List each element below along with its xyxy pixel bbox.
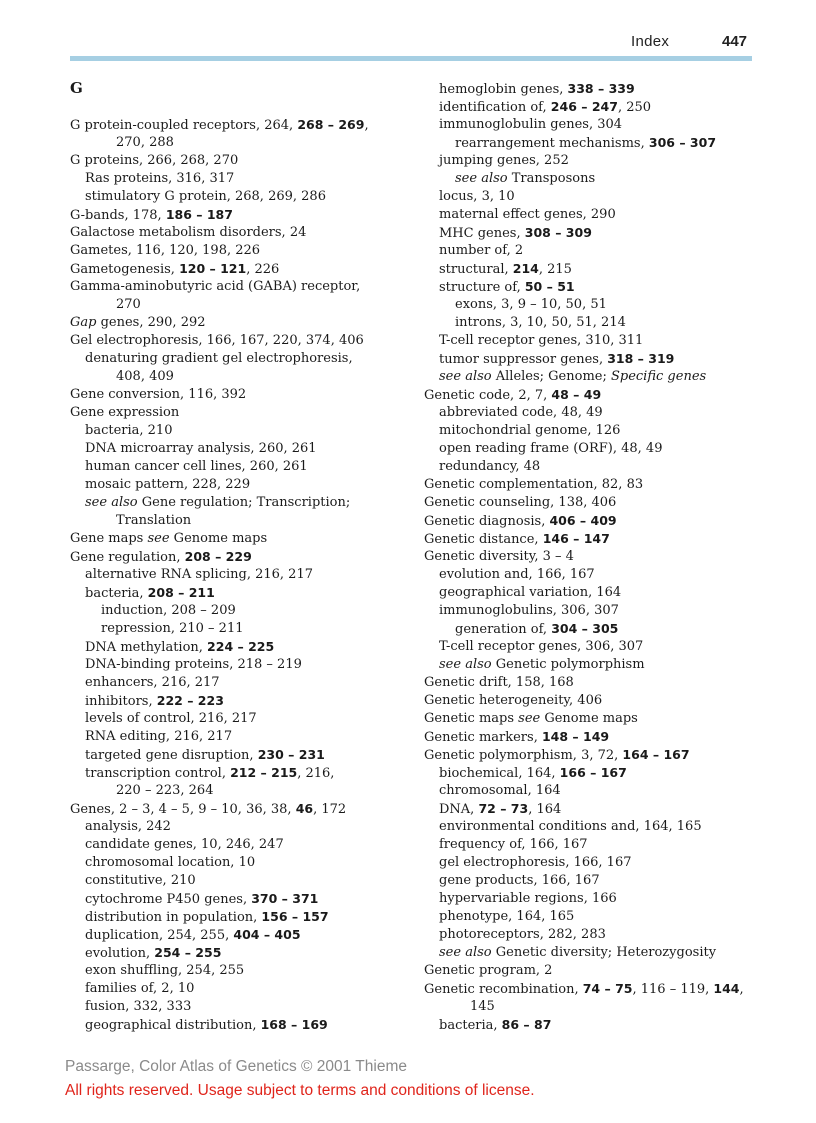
index-subentry	[424, 404, 764, 422]
index-subentry	[424, 944, 764, 962]
index-subentry	[70, 422, 410, 440]
entry-text: Gamma-aminobutyric acid (GABA) receptor,	[70, 279, 361, 294]
index-subentry	[424, 584, 764, 602]
entry-text: bacteria, 210	[85, 423, 173, 438]
index-subentry	[70, 458, 410, 476]
entry-text: gene products, 166, 167	[439, 873, 600, 888]
entry-text: Genetic polymorphism	[491, 657, 645, 672]
index-subentry	[70, 440, 410, 458]
italic-text: see also	[439, 369, 492, 384]
principal-page-ref: 208 – 229	[184, 549, 252, 564]
entry-text: phenotype, 164, 165	[439, 909, 575, 924]
index-subentry	[424, 638, 764, 656]
index-subentry	[70, 926, 410, 944]
index-entry	[424, 386, 764, 404]
index-entry	[70, 206, 410, 224]
index-entry	[70, 800, 410, 818]
index-subentry	[70, 944, 410, 962]
entry-text: photoreceptors, 282, 283	[439, 927, 606, 942]
principal-page-ref: 156 – 157	[261, 909, 329, 924]
index-column-right	[424, 80, 764, 1034]
entry-text: Gene maps	[70, 531, 148, 546]
entry-text: ,	[364, 118, 369, 133]
index-subentry	[70, 998, 410, 1016]
index-entry-continuation	[70, 782, 410, 800]
index-subentry	[424, 242, 764, 260]
principal-page-ref: 186 – 187	[165, 207, 233, 222]
entry-text: Ras proteins, 316, 317	[85, 171, 235, 186]
index-subentry	[424, 224, 764, 242]
entry-text: generation of,	[455, 622, 552, 637]
entry-text: Genetic program, 2	[424, 963, 553, 978]
entry-text: T-cell receptor genes, 306, 307	[439, 639, 644, 654]
principal-page-ref: 268 – 269	[297, 117, 365, 132]
index-subentry	[424, 314, 764, 332]
entry-text: immunoglobulins, 306, 307	[439, 603, 619, 618]
principal-page-ref: 148 – 149	[541, 729, 610, 744]
entry-text: DNA microarray analysis, 260, 261	[85, 441, 317, 456]
entry-text: hemoglobin genes,	[439, 82, 568, 97]
index-subentry	[70, 854, 410, 872]
entry-text: evolution,	[85, 946, 155, 961]
index-entry-continuation	[70, 134, 410, 152]
entry-text: Genetic maps	[424, 711, 519, 726]
entry-text: Genetic drift, 158, 168	[424, 675, 574, 690]
index-entry-continuation	[70, 368, 410, 386]
index-subentry	[424, 350, 764, 368]
entry-text: Alleles; Genome;	[491, 369, 611, 384]
entry-text: analysis, 242	[85, 819, 171, 834]
index-subentry	[424, 818, 764, 836]
entry-text: Gene regulation,	[70, 550, 185, 565]
principal-page-ref: 144	[713, 981, 740, 996]
italic-text: see also	[439, 657, 492, 672]
entry-text: identification of,	[439, 100, 551, 115]
entry-text: Gametogenesis,	[70, 262, 180, 277]
index-subentry	[70, 746, 410, 764]
entry-text: bacteria,	[439, 1018, 502, 1033]
index-subentry	[424, 872, 764, 890]
index-entry	[70, 116, 410, 134]
entry-text: 145	[470, 999, 495, 1014]
index-entry	[424, 692, 764, 710]
entry-text: number of, 2	[439, 243, 524, 258]
index-subentry	[70, 638, 410, 656]
header-rule	[70, 56, 752, 61]
entry-text: Genetic heterogeneity, 406	[424, 693, 603, 708]
entry-text: Translation	[116, 513, 192, 528]
index-subentry	[424, 422, 764, 440]
index-subentry	[424, 890, 764, 908]
index-subentry	[70, 962, 410, 980]
index-subentry	[70, 620, 410, 638]
entry-text: Genome maps	[169, 531, 268, 546]
entry-text: geographical distribution,	[85, 1018, 261, 1033]
principal-page-ref: 246 – 247	[550, 99, 618, 114]
index-subentry	[70, 692, 410, 710]
index-subentry	[70, 566, 410, 584]
principal-page-ref: 50 – 51	[524, 279, 575, 294]
entry-text: Gene expression	[70, 405, 180, 420]
principal-page-ref: 222 – 223	[156, 693, 224, 708]
index-subentry	[424, 1016, 764, 1034]
principal-page-ref: 338 – 339	[567, 81, 635, 96]
principal-page-ref: 164 – 167	[622, 747, 690, 762]
entry-text: Genetic diagnosis,	[424, 514, 550, 529]
principal-page-ref: 306 – 307	[648, 135, 717, 150]
index-entry	[70, 260, 410, 278]
footer-copyright: Passarge, Color Atlas of Genetics © 2001 Thieme	[65, 1058, 407, 1075]
index-subentry	[70, 728, 410, 746]
index-subentry	[424, 764, 764, 782]
entry-text: biochemical, 164,	[439, 766, 560, 781]
entry-text: chromosomal location, 10	[85, 855, 256, 870]
principal-page-ref: 404 – 405	[233, 927, 301, 942]
entry-text: Galactose metabolism disorders, 24	[70, 225, 307, 240]
principal-page-ref: 304 – 305	[551, 621, 619, 636]
entry-text: introns, 3, 10, 50, 51, 214	[455, 315, 626, 330]
entry-text: rearrangement mechanisms,	[455, 136, 649, 151]
entry-text: Gene conversion, 116, 392	[70, 387, 247, 402]
principal-page-ref: 318 – 319	[607, 351, 675, 366]
index-entry	[70, 314, 410, 332]
index-entry	[424, 746, 764, 764]
index-subentry	[424, 602, 764, 620]
index-subentry	[424, 260, 764, 278]
section-letter-heading: G	[70, 79, 83, 97]
index-subentry	[70, 188, 410, 206]
index-subentry	[424, 206, 764, 224]
index-entry	[70, 332, 410, 350]
index-subentry	[424, 440, 764, 458]
entry-text: T-cell receptor genes, 310, 311	[439, 333, 644, 348]
entry-text: induction, 208 – 209	[101, 603, 236, 618]
index-entry	[424, 548, 764, 566]
entry-text: Genetic diversity, 3 – 4	[424, 549, 574, 564]
index-subentry	[70, 890, 410, 908]
entry-text: denaturing gradient gel electrophoresis,	[85, 351, 353, 366]
index-subentry	[70, 170, 410, 188]
index-entry-continuation	[70, 296, 410, 314]
index-subentry	[424, 278, 764, 296]
entry-text: , 215	[538, 262, 572, 277]
index-entry	[424, 962, 764, 980]
entry-text: Genetic counseling, 138, 406	[424, 495, 617, 510]
running-head-section: Index	[631, 33, 670, 50]
entry-text: , 226	[246, 262, 280, 277]
index-entry	[70, 404, 410, 422]
entry-text: G proteins, 266, 268, 270	[70, 153, 239, 168]
entry-text: bacteria,	[85, 586, 148, 601]
entry-text: transcription control,	[85, 766, 231, 781]
principal-page-ref: 86 – 87	[501, 1017, 552, 1032]
entry-text: human cancer cell lines, 260, 261	[85, 459, 308, 474]
index-entry	[70, 152, 410, 170]
entry-text: 270	[116, 297, 141, 312]
italic-text: see	[147, 531, 170, 546]
index-entry-continuation	[70, 512, 410, 530]
entry-text: structural,	[439, 262, 513, 277]
entry-text: abbreviated code, 48, 49	[439, 405, 603, 420]
entry-text: DNA,	[439, 802, 479, 817]
principal-page-ref: 72 – 73	[478, 801, 529, 816]
index-subentry	[424, 908, 764, 926]
index-entry	[424, 710, 764, 728]
entry-text: exons, 3, 9 – 10, 50, 51	[455, 297, 607, 312]
entry-text: Genetic code, 2, 7,	[424, 388, 552, 403]
entry-text: alternative RNA splicing, 216, 217	[85, 567, 313, 582]
principal-page-ref: 406 – 409	[549, 513, 617, 528]
index-subentry	[424, 134, 764, 152]
italic-text: see also	[439, 945, 492, 960]
entry-text: frequency of, 166, 167	[439, 837, 588, 852]
principal-page-ref: 254 – 255	[154, 945, 222, 960]
entry-text: 408, 409	[116, 369, 174, 384]
index-subentry	[424, 620, 764, 638]
index-subentry	[70, 350, 410, 368]
entry-text: enhancers, 216, 217	[85, 675, 220, 690]
index-entry	[70, 242, 410, 260]
index-subentry	[70, 818, 410, 836]
italic-text: Specific genes	[610, 369, 707, 384]
index-subentry	[70, 710, 410, 728]
index-subentry	[424, 188, 764, 206]
principal-page-ref: 224 – 225	[207, 639, 275, 654]
index-subentry	[424, 800, 764, 818]
entry-text: genes, 290, 292	[96, 315, 206, 330]
index-subentry	[424, 656, 764, 674]
entry-text: mosaic pattern, 228, 229	[85, 477, 251, 492]
entry-text: 220 – 223, 264	[116, 783, 214, 798]
entry-text: exon shuffling, 254, 255	[85, 963, 245, 978]
index-subentry	[70, 908, 410, 926]
index-subentry	[70, 656, 410, 674]
index-entry	[70, 530, 410, 548]
index-entry	[424, 728, 764, 746]
index-subentry	[70, 980, 410, 998]
entry-text: Genetic recombination,	[424, 982, 583, 997]
index-subentry	[70, 836, 410, 854]
entry-text: immunoglobulin genes, 304	[439, 117, 623, 132]
entry-text: , 216,	[297, 766, 335, 781]
index-subentry	[424, 296, 764, 314]
entry-text: distribution in population,	[85, 910, 262, 925]
entry-text: redundancy, 48	[439, 459, 541, 474]
entry-text: MHC genes,	[439, 226, 525, 241]
index-subentry	[424, 332, 764, 350]
index-subentry	[424, 458, 764, 476]
entry-text: Genetic complementation, 82, 83	[424, 477, 644, 492]
entry-text: structure of,	[439, 280, 525, 295]
entry-text: jumping genes, 252	[439, 153, 569, 168]
entry-text: 270, 288	[116, 135, 174, 150]
italic-text: see	[518, 711, 541, 726]
index-subentry	[424, 926, 764, 944]
index-subentry	[424, 854, 764, 872]
entry-text: DNA methylation,	[85, 640, 208, 655]
principal-page-ref: 230 – 231	[257, 747, 325, 762]
entry-text: Genetic distance,	[424, 532, 543, 547]
italic-text: see also	[455, 171, 508, 186]
principal-page-ref: 166 – 167	[559, 765, 627, 780]
index-entry	[424, 494, 764, 512]
index-entry	[424, 674, 764, 692]
principal-page-ref: 214	[512, 261, 539, 276]
principal-page-ref: 146 – 147	[542, 531, 610, 546]
index-entry	[70, 278, 410, 296]
entry-text: Genes, 2 – 3, 4 – 5, 9 – 10, 36, 38,	[70, 802, 296, 817]
entry-text: open reading frame (ORF), 48, 49	[439, 441, 663, 456]
entry-text: , 164	[528, 802, 562, 817]
index-subentry	[70, 584, 410, 602]
entry-text: Gene regulation; Transcription;	[137, 495, 351, 510]
entry-text: Genetic markers,	[424, 730, 542, 745]
principal-page-ref: 46	[295, 801, 314, 816]
entry-text: chromosomal, 164	[439, 783, 561, 798]
entry-text: G-bands, 178,	[70, 208, 166, 223]
index-subentry	[424, 782, 764, 800]
entry-text: mitochondrial genome, 126	[439, 423, 621, 438]
entry-text: hypervariable regions, 166	[439, 891, 617, 906]
index-subentry	[70, 494, 410, 512]
entry-text: candidate genes, 10, 246, 247	[85, 837, 284, 852]
index-entry	[70, 386, 410, 404]
entry-text: geographical variation, 164	[439, 585, 622, 600]
index-subentry	[424, 566, 764, 584]
principal-page-ref: 208 – 211	[147, 585, 215, 600]
index-subentry	[70, 476, 410, 494]
index-subentry	[70, 1016, 410, 1034]
index-subentry	[70, 872, 410, 890]
page-number: 447	[722, 33, 748, 50]
index-entry	[70, 224, 410, 242]
entry-text: duplication, 254, 255,	[85, 928, 234, 943]
entry-text: , 116 – 119,	[632, 982, 714, 997]
entry-text: maternal effect genes, 290	[439, 207, 616, 222]
entry-text: Genetic polymorphism, 3, 72,	[424, 748, 623, 763]
principal-page-ref: 120 – 121	[179, 261, 247, 276]
entry-text: gel electrophoresis, 166, 167	[439, 855, 632, 870]
entry-text: constitutive, 210	[85, 873, 196, 888]
index-entry	[424, 476, 764, 494]
entry-text: DNA-binding proteins, 218 – 219	[85, 657, 302, 672]
principal-page-ref: 308 – 309	[524, 225, 592, 240]
entry-text: cytochrome P450 genes,	[85, 892, 252, 907]
entry-text: fusion, 332, 333	[85, 999, 192, 1014]
entry-text: inhibitors,	[85, 694, 157, 709]
entry-text: Gel electrophoresis, 166, 167, 220, 374, 406	[70, 333, 364, 348]
italic-text: Gap	[70, 315, 97, 330]
index-column-left	[70, 116, 410, 1034]
index-subentry	[424, 80, 764, 98]
entry-text: RNA editing, 216, 217	[85, 729, 233, 744]
entry-text: Transposons	[507, 171, 596, 186]
index-subentry	[424, 836, 764, 854]
index-subentry	[70, 602, 410, 620]
principal-page-ref: 168 – 169	[260, 1017, 328, 1032]
entry-text: Genetic diversity; Heterozygosity	[491, 945, 717, 960]
entry-text: repression, 210 – 211	[101, 621, 244, 636]
footer-rights-notice: All rights reserved. Usage subject to terms and conditions of license.	[65, 1082, 535, 1099]
entry-text: targeted gene disruption,	[85, 748, 258, 763]
principal-page-ref: 370 – 371	[251, 891, 319, 906]
entry-text: ,	[739, 982, 744, 997]
index-subentry	[70, 764, 410, 782]
index-entry	[70, 548, 410, 566]
entry-text: families of, 2, 10	[85, 981, 195, 996]
entry-text: Gametes, 116, 120, 198, 226	[70, 243, 261, 258]
index-entry	[424, 530, 764, 548]
principal-page-ref: 74 – 75	[582, 981, 633, 996]
entry-text: stimulatory G protein, 268, 269, 286	[85, 189, 326, 204]
entry-text: evolution and, 166, 167	[439, 567, 595, 582]
index-subentry	[424, 98, 764, 116]
index-subentry	[424, 368, 764, 386]
index-subentry	[70, 674, 410, 692]
index-entry	[424, 980, 764, 998]
index-entry-continuation	[424, 998, 764, 1016]
entry-text: locus, 3, 10	[439, 189, 515, 204]
entry-text: tumor suppressor genes,	[439, 352, 608, 367]
entry-text: , 250	[617, 100, 652, 115]
principal-page-ref: 212 – 215	[230, 765, 298, 780]
italic-text: see also	[85, 495, 138, 510]
principal-page-ref: 48 – 49	[551, 387, 602, 402]
entry-text: Genome maps	[540, 711, 638, 726]
index-subentry	[424, 170, 764, 188]
index-entry	[424, 512, 764, 530]
index-subentry	[424, 152, 764, 170]
entry-text: G protein-coupled receptors, 264,	[70, 118, 298, 133]
entry-text: , 172	[313, 802, 347, 817]
index-subentry	[424, 116, 764, 134]
entry-text: environmental conditions and, 164, 165	[439, 819, 702, 834]
entry-text: levels of control, 216, 217	[85, 711, 257, 726]
